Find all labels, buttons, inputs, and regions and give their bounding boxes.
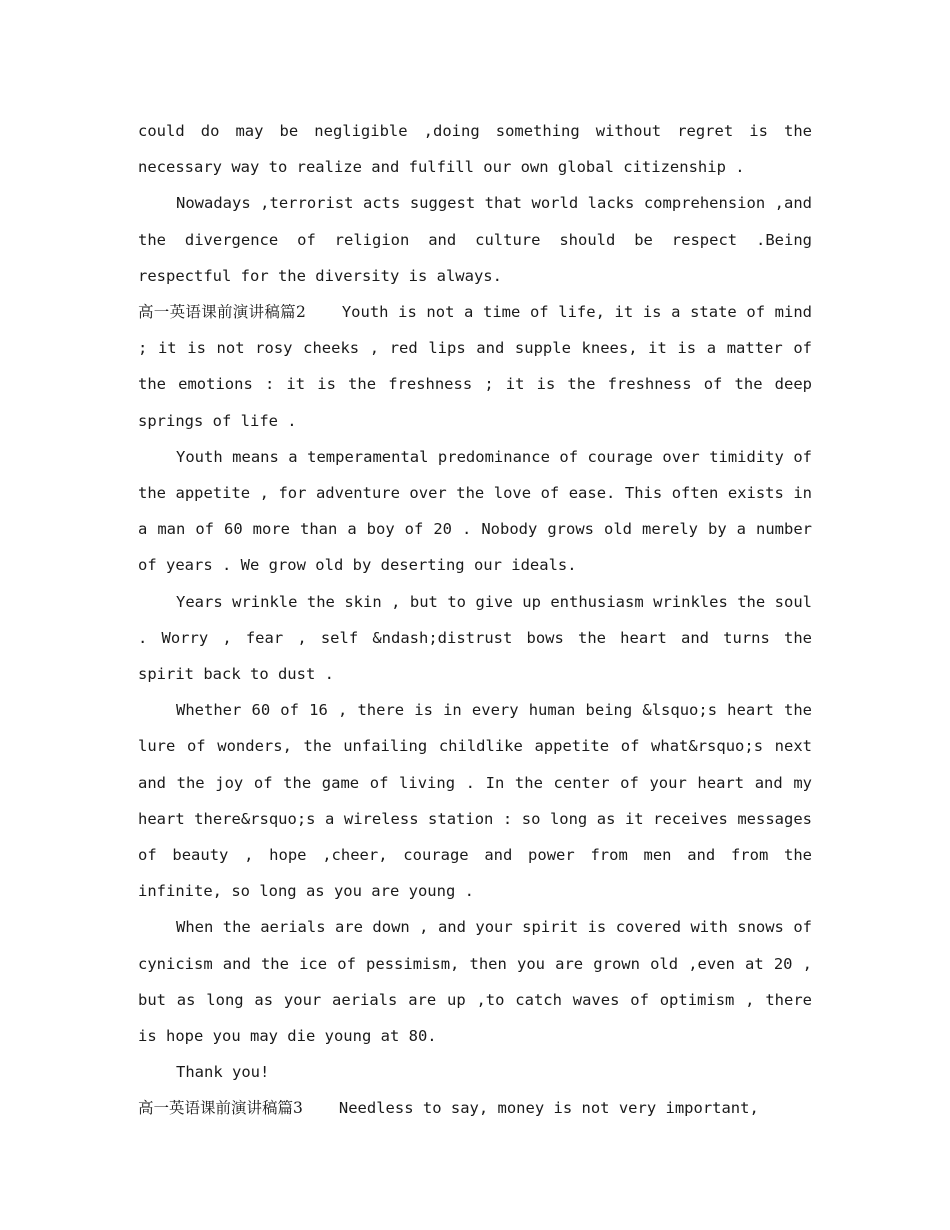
paragraph-6-text: Whether 60 of 16 , there is in every human being &lsquo;s heart the lure of wonders, the unfailing childlike appetite of what&rsquo;s next and the joy of the game of living . In the center of your heart and my heart there&rsquo;s a wireless station : so long as it receives messages of beauty , hope ,cheer, courage and power from men and from the infinite, so long as you are young . [138,701,812,901]
paragraph-3 [138,294,812,439]
speech-3-heading: 高一英语课前演讲稿篇3 [138,1099,303,1118]
paragraph-1-text: could do may be negligible ,doing something without regret is the necessary way to realize and fulfill our own global citizenship . [138,122,812,177]
paragraph-9 [138,1090,812,1126]
paragraph-7-text: When the aerials are down , and your spirit is covered with snows of cynicism and the ice of pessimism, then you are grown old ,even at 20 , but as long as your aerials are up ,to catch waves of optimism , there is hope you may die young at 80. [138,918,812,1046]
paragraph-9-text: Needless to say, money is not very important, [338,1099,759,1118]
paragraph-6 [138,692,812,909]
paragraph-8 [138,1054,812,1090]
paragraph-5 [138,584,812,693]
paragraph-7 [138,909,812,1054]
paragraph-5-text: Years wrinkle the skin , but to give up enthusiasm wrinkles the soul . Worry , fear , self &ndash;distrust bows the heart and turns the spirit back to dust . [138,592,812,684]
paragraph-2-text: Nowadays ,terrorist acts suggest that world lacks comprehension ,and the divergence of religion and culture should be respect .Being respectful for the diversity is always. [138,194,812,285]
closing-line: Thank you! [176,1063,270,1082]
document-body [138,113,812,1127]
paragraph-1 [138,113,812,185]
paragraph-3-text: Youth is not a time of life, it is a state of mind ; it is not rosy cheeks , red lips and supple knees, it is a matter of the emotions : it is the freshness ; it is the freshness of the deep springs of life . [138,303,812,430]
paragraph-4-text: Youth means a temperamental predominance of courage over timidity of the appetite , for adventure over the love of ease. This often exists in a man of 60 more than a boy of 20 . Nobody grows old merely by a number of years . We grow old by deserting our ideals. [138,447,812,575]
paragraph-4 [138,439,812,584]
paragraph-2 [138,185,812,294]
speech-2-heading: 高一英语课前演讲稿篇2 [138,303,306,322]
